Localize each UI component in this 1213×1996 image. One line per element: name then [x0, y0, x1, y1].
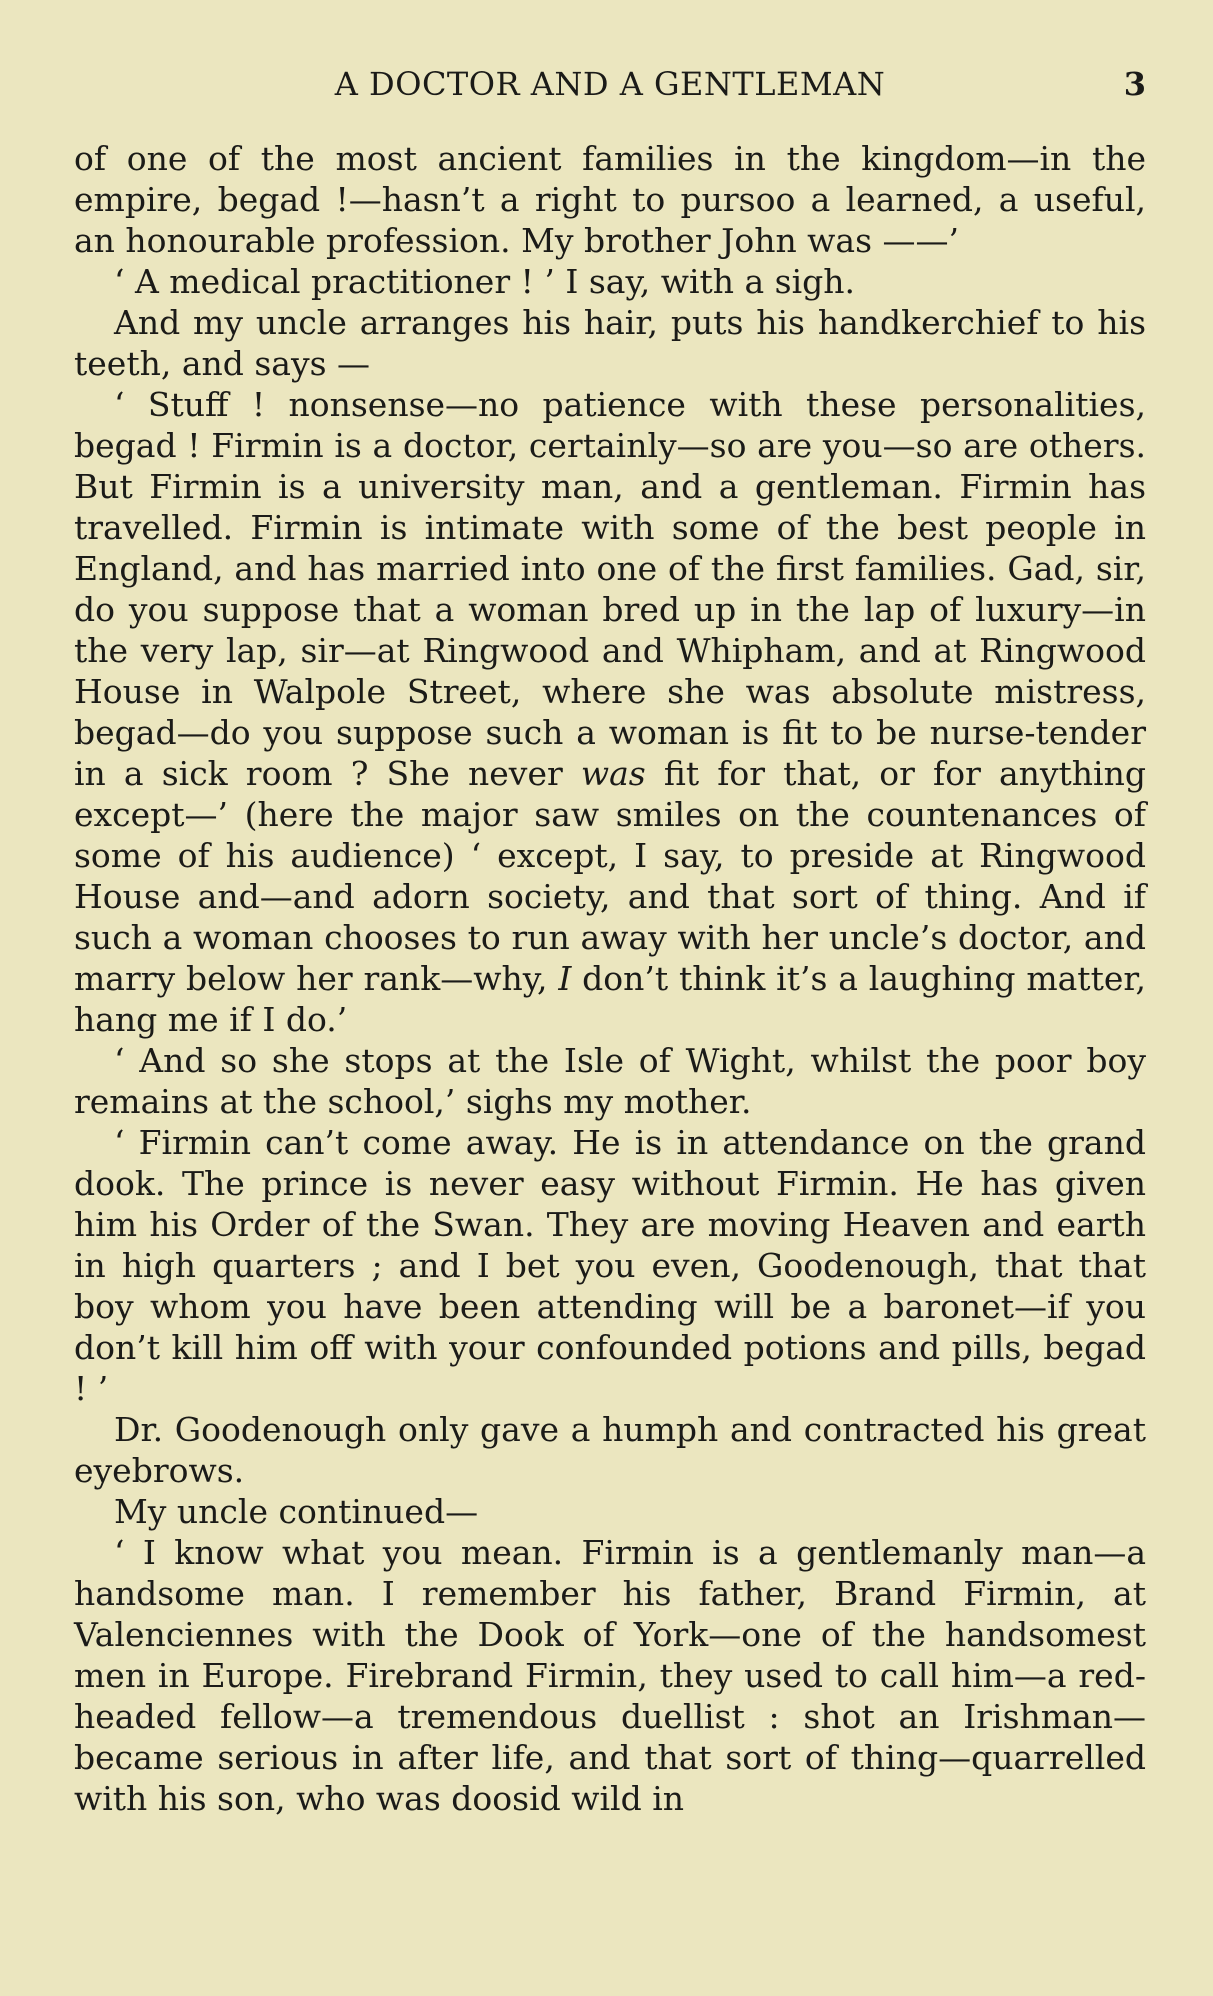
paragraph: [74, 1409, 1146, 1491]
page-header: [74, 62, 1146, 106]
text-run: And my uncle arranges his hair, puts his handkerchief to his teeth, and says —: [74, 303, 1146, 383]
paragraph: [74, 1532, 1146, 1819]
running-head: A DOCTOR AND A GENTLEMAN: [334, 65, 886, 103]
text-run: My uncle continued—: [114, 1492, 479, 1531]
text-run: don’t think it’s a laughing matter, hang me if I do.’: [74, 959, 1147, 1039]
paragraph: [74, 261, 1146, 302]
text-run: ‘ Stuff ! nonsense—no patience with these personalities, begad ! Firmin is a doctor, certainly—so are you—so are others. But Firmin is a university man, and a gentleman. Firmin has travelled. Firmin is intimate with some of the best people in England, and has married into one of the first families. Gad, sir, do you suppose that a woman bred up in the lap of luxury—in the very lap, sir—at Ringwood and Whipham, and at Ringwood House in Walpole Street, where she was absolute mistress, begad—do you suppose such a woman is fit to be nurse-tender in a sick room ? She never: [74, 385, 1146, 793]
text-run: fit for that, or for anything except—’ (here the major saw smiles on the countenances of some of his audience) ‘ except, I say, to preside at Ringwood House and—and adorn society, and that sort of thing. And if such a woman chooses to run away with her uncle’s doctor, and marry below her rank—why,: [74, 754, 1146, 998]
italic-text-run: was: [580, 754, 646, 793]
text-run: ‘ I know what you mean. Firmin is a gentlemanly man—a handsome man. I remember his father, Brand Firmin, at Valenciennes with the Dook of York—one of the handsomest men in Europe. Firebrand Firmin, they used to call him—a red-headed fellow—a tremendous duellist : shot an Irishman—became serious in after life, and that sort of thing—quarrelled with his son, who was doosid wild in: [74, 1533, 1146, 1818]
text-run: ‘ And so she stops at the Isle of Wight, whilst the poor boy remains at the school,’ sighs my mother.: [74, 1041, 1146, 1121]
text-run: ‘ A medical practitioner ! ’ I say, with a sigh.: [114, 262, 856, 301]
text-run: of one of the most ancient families in the kingdom—in the empire, begad !—hasn’t a right to pursoo a learned, a useful, an honourable profession. My brother John was ——’: [74, 139, 1146, 260]
paragraph: [74, 384, 1146, 1040]
paragraph: [74, 1491, 1146, 1532]
text-run: Dr. Goodenough only gave a humph and contracted his great eyebrows.: [74, 1410, 1146, 1490]
paragraph: [74, 1040, 1146, 1122]
paragraph: [74, 138, 1146, 261]
paragraph: [74, 1122, 1146, 1409]
paragraph: [74, 302, 1146, 384]
body-text: [74, 138, 1146, 1819]
text-run: ‘ Firmin can’t come away. He is in attendance on the grand dook. The prince is never easy without Firmin. He has given him his Order of the Swan. They are moving Heaven and earth in high quarters ; and I bet you even, Goodenough, that that boy whom you have been attending will be a baronet—if you don’t kill him off with your confounded potions and pills, begad ! ’: [74, 1123, 1146, 1408]
page-number: 3: [1123, 65, 1146, 103]
italic-text-run: I: [558, 959, 572, 998]
